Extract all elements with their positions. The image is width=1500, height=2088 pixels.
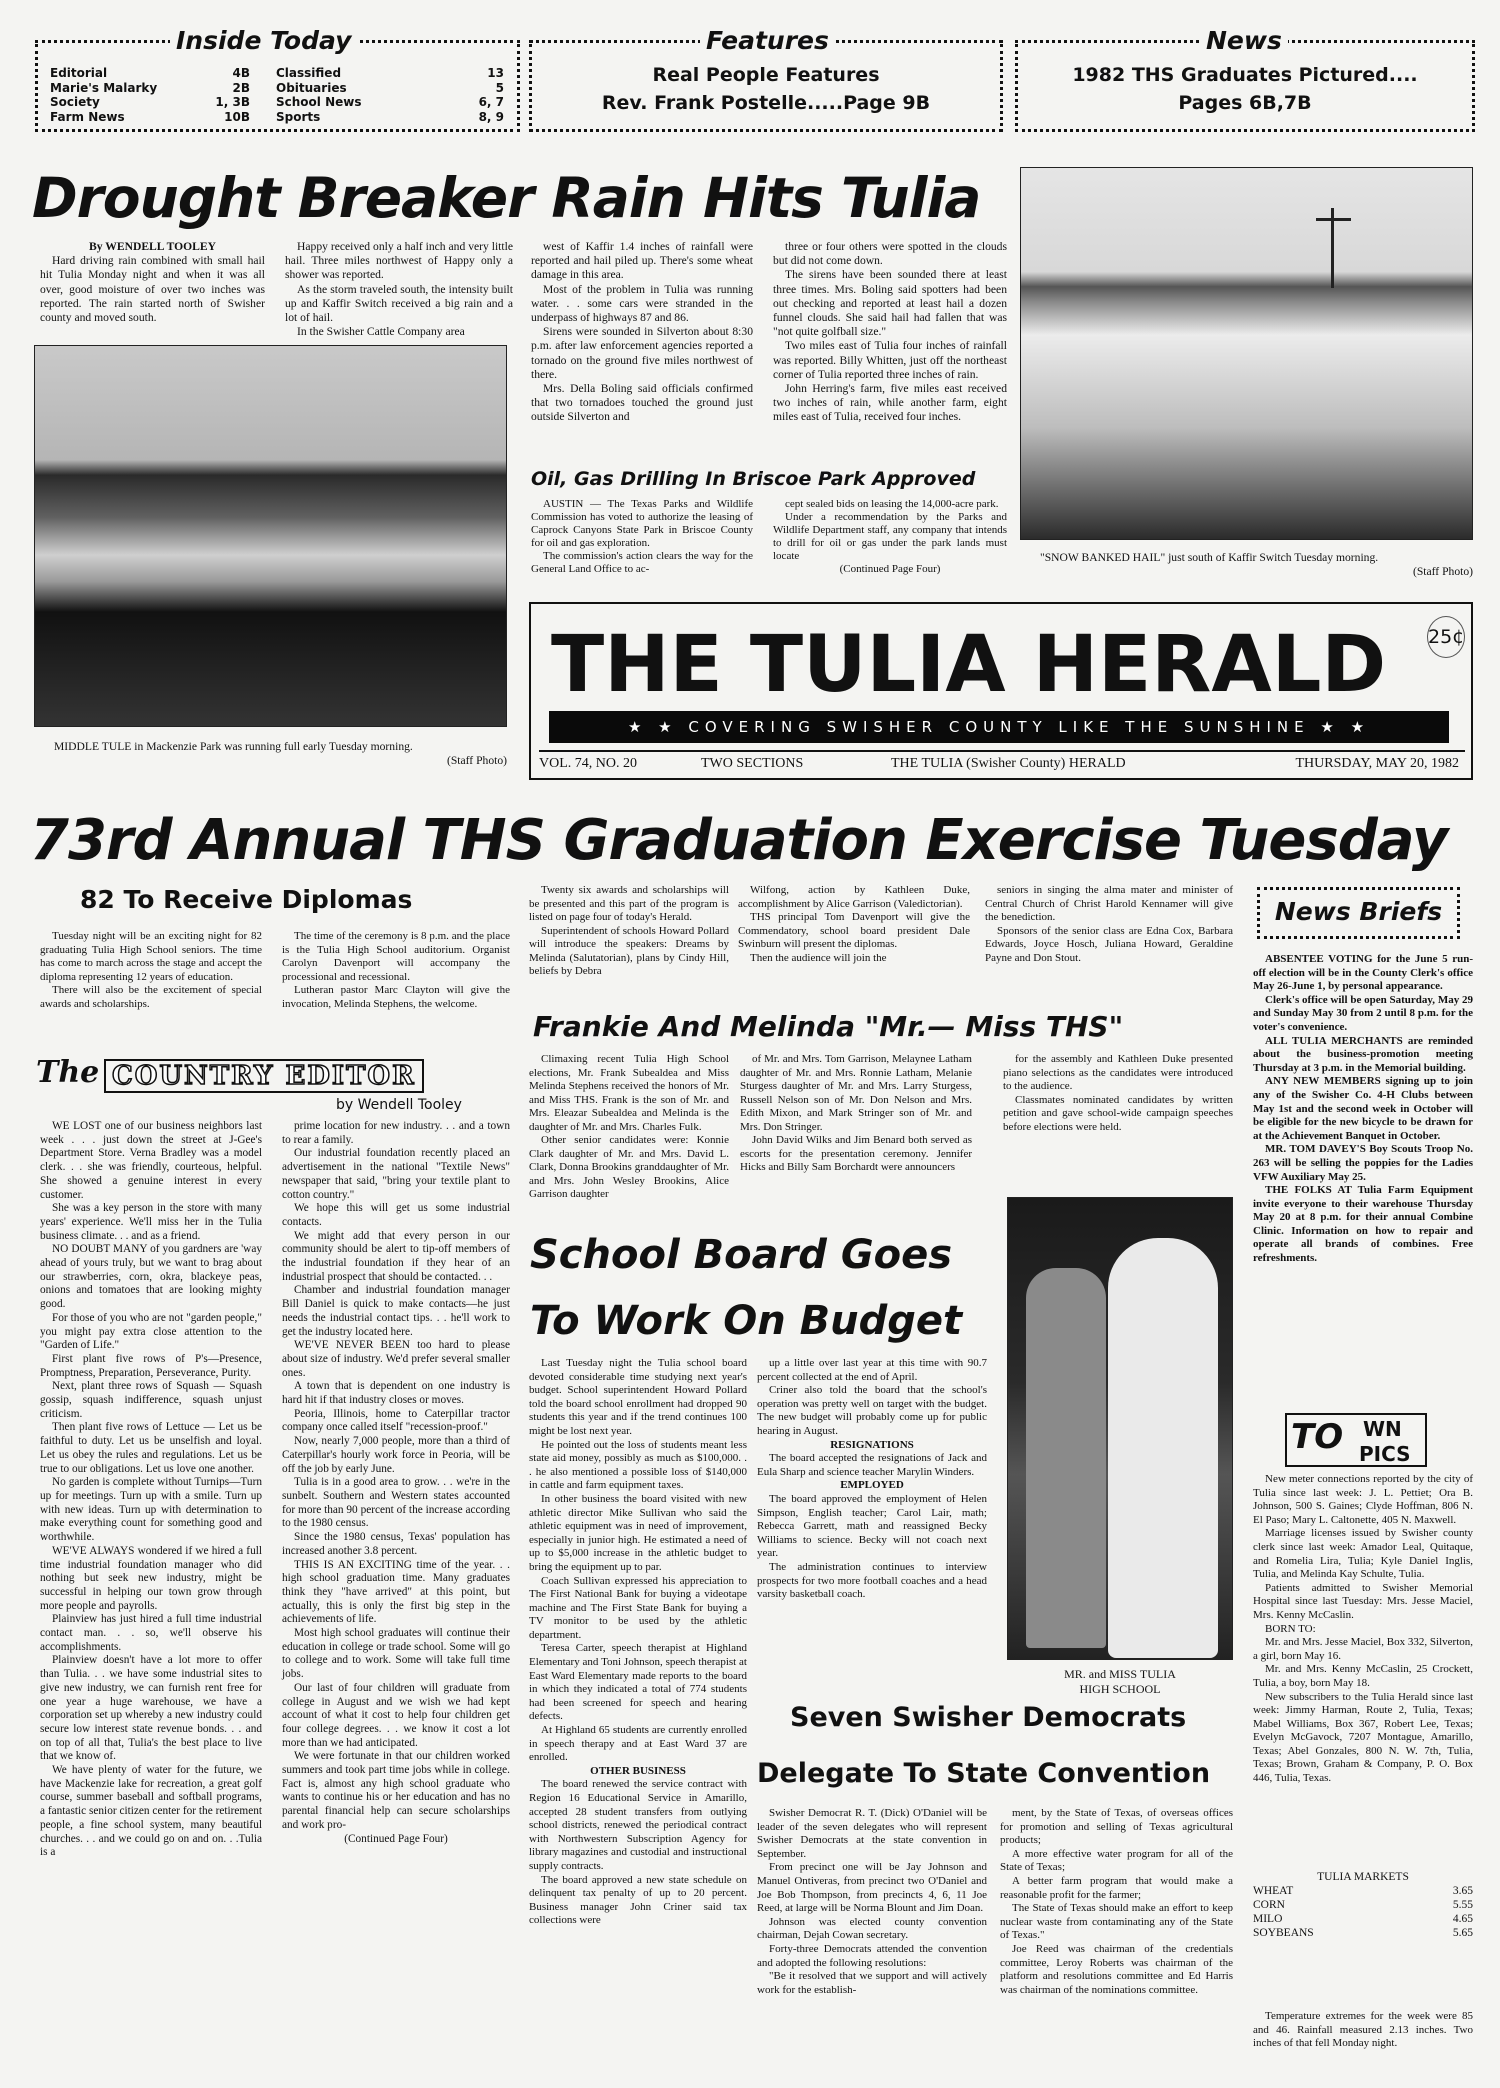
paragraph: The State of Texas should make an effort to keep nuclear waste from contaminating any of the State of Texas." — [1000, 1902, 1233, 1942]
paragraph: The commission's action clears the way for the General Land Office to ac- — [531, 550, 753, 575]
logo-the: The — [36, 1055, 100, 1090]
paragraph: Twenty six awards and scholarships will be presented and this part of the program is listed on page four of today's Herald. — [529, 884, 729, 923]
paragraph: ment, by the State of Texas, of overseas offices for promotion and selling of Texas agricultural products; — [1000, 1807, 1233, 1847]
graduation-subhead: 82 To Receive Diplomas — [80, 885, 413, 914]
country-editor-logo — [36, 1053, 506, 1115]
paragraph: In other business the board visited with new athletic director Mike Sullivan who said the athletic equipment was in need of improvement, especially in junior high. He estimated a need of up to $5,000 increase in the athletic budget to bring the equipment up to par. — [529, 1492, 747, 1573]
paragraph: ALL TULIA MERCHANTS are reminded about the business-promotion meeting Thursday at 3 p.m. in the Memorial building. — [1253, 1034, 1473, 1074]
frankie-col-3 — [1003, 1053, 1233, 1193]
continued-note: (Continued Page Four) — [839, 563, 941, 575]
frankie-col-2 — [740, 1053, 972, 1193]
paragraph: New subscribers to the Tulia Herald since last week: Jimmy Harman, Route 2, Tulia, Texas; Mabel Williams, Box 367, Robert Lee, Texas; Evelyn McGavock, 7207 Montague, Amarillo, Texas; Abel Gonzales, 800 N. W. 7th, Tulia, Texas; Brown, Graham & Company, P. O. Box 446, Tulia, Texas. — [1253, 1690, 1473, 1785]
caption-text: MIDDLE TULE in Mackenzie Park was running full early Tuesday morning. — [54, 740, 413, 753]
subheading: EMPLOYED — [840, 1479, 904, 1492]
paragraph: Then the audience will join the — [750, 951, 887, 964]
paragraph: The board approved the employment of Helen Simpson, English teacher; Carol Lair, math; Rebecca Garrett, math and reassigned Becky Williams to science. Becky will not coach next year. — [757, 1492, 987, 1560]
toc-item[interactable] — [50, 81, 250, 96]
toc-item[interactable] — [50, 66, 250, 81]
paragraph: Now, nearly 7,000 people, more than a third of Caterpillar's hourly work force in Peoria, will be off the job by early June. — [282, 1435, 510, 1475]
country-editor-col-2 — [282, 1120, 510, 2080]
democrats-col-1 — [757, 1807, 987, 2077]
paragraph: No garden is complete without Turnips—Turn up for meetings. Turn up with a smile. Turn up with new ideas. Turn up with determination to make everything count for something good and worthwhile. — [40, 1476, 262, 1544]
masthead — [529, 602, 1473, 780]
oil-headline: Oil, Gas Drilling In Briscoe Park Approved — [531, 468, 976, 490]
town-pics-logo — [1285, 1413, 1427, 1467]
market-row — [1253, 1898, 1473, 1912]
paragraph: BORN TO: — [1265, 1622, 1316, 1635]
logo-wn: WN — [1363, 1417, 1402, 1441]
toc-item[interactable] — [276, 66, 504, 81]
price-badge: 25¢ — [1427, 616, 1465, 658]
slogan-bar: ★ ★ COVERING SWISHER COUNTY LIKE THE SUNSHINE ★ ★ — [549, 711, 1449, 743]
paragraph: Coach Sullivan expressed his appreciation to The First National Bank for buying a videotape machine and The First State Bank for buying a TV monitor to be used by the athletic department. — [529, 1574, 747, 1641]
paragraph: At Highland 65 students are currently enrolled in speech therapy and at East Ward 37 are enrolled. — [529, 1724, 747, 1764]
paragraph: The board accepted the resignations of Jack and Eula Sharp and science teacher Marylin Winders. — [757, 1452, 987, 1478]
market-price: 5.65 — [1452, 1927, 1473, 1939]
school-board-headline-1: School Board Goes — [530, 1232, 953, 1278]
inside-today-title: Inside Today — [170, 26, 357, 55]
paragraph: John David Wilks and Jim Benard both served as escorts for the presentation ceremony. Jennifer Hicks and Billy Sam Borchardt were announcers — [740, 1134, 972, 1173]
market-row — [1253, 1884, 1473, 1898]
paragraph: west of Kaffir 1.4 inches of rainfall were reported and hail piled up. There's some wheat damage in this area. — [531, 240, 753, 282]
drought-col-3 — [531, 240, 753, 465]
country-editor-col-1 — [40, 1120, 262, 2080]
graduation-col-4 — [738, 884, 970, 1002]
paragraph: Wilfong, action by Kathleen Duke, accomplishment by Alice Garrison (Valedictorian). — [738, 884, 970, 910]
drought-col-1 — [40, 240, 265, 340]
paragraph: Since the 1980 census, Texas' population has increased another 3.8 percent. — [282, 1531, 510, 1557]
toc-item[interactable] — [276, 81, 504, 96]
news-briefs-title: News Briefs — [1274, 897, 1443, 926]
paragraph: three or four others were spotted in the clouds but did not come down. — [773, 240, 1007, 268]
paper-name: THE TULIA (Swisher County) HERALD — [891, 756, 1126, 771]
graduation-col-3 — [529, 884, 729, 1002]
paragraph: From precinct one will be Jay Johnson and Manuel Ontiveras, from precinct two O'Daniel and Joe Bob Thompson, from precincts 4, 6, 11 Joe Reed, at large will be Norma Blount and Jim Doan. — [757, 1861, 987, 1915]
toc-page: 8, 9 — [478, 109, 504, 124]
utility-pole-arm — [1316, 218, 1351, 221]
graduation-col-2 — [282, 930, 510, 1010]
masthead-title: THE TULIA HERALD — [551, 620, 1387, 710]
inside-today-box — [35, 44, 520, 132]
paragraph: A better farm program that would make a reasonable profit for the farmer; — [1000, 1874, 1233, 1901]
paragraph: Patients admitted to Swisher Memorial Hospital since last Tuesday: Mrs. Jesse Maciel, Mrs. Kenny McCaslin. — [1253, 1581, 1473, 1621]
paragraph: for the assembly and Kathleen Duke presented piano selections as the candidates were introduced to the audience. — [1003, 1053, 1233, 1092]
paragraph: In the Swisher Cattle Company area — [297, 325, 465, 339]
frankie-col-1 — [529, 1053, 729, 1200]
paragraph: NO DOUBT MANY of you gardners are 'way ahead of yours truly, but we want to brag about our strawberries, corn, okra, blackeye peas, onions and tomatoes that are looking mighty good. — [40, 1243, 262, 1311]
paragraph: Tuesday night will be an exciting night for 82 graduating Tulia High School seniors. The time has come to march across the stage and accept the diploma representing 12 years of education. — [40, 930, 262, 983]
paragraph: WE LOST one of our business neighbors last week . . . just down the street at J-Gee's Department Store. Verna Bradley was a model clerk. . . she was friendly, courteous, helpful. She showed a genuine interest in every customer. — [40, 1120, 262, 1201]
paragraph: A town that is dependent on one industry is hard hit if that industry closes or moves. — [282, 1380, 510, 1407]
subheading: By WENDELL TOOLEY — [89, 240, 216, 253]
caption-line-2: HIGH SCHOOL — [1079, 1682, 1161, 1696]
drought-col-4 — [773, 240, 1007, 465]
graduation-headline: 73rd Annual THS Graduation Exercise Tuesday — [30, 808, 1448, 873]
photo-figure-woman — [1108, 1238, 1218, 1658]
democrats-col-2 — [1000, 1807, 1233, 2077]
school-board-col-2 — [757, 1357, 987, 1687]
photo-figure-man — [1026, 1268, 1106, 1648]
features-title: Features — [700, 26, 835, 55]
paragraph: As the storm traveled south, the intensity built up and Kaffir Switch received a big rain and a lot of hail. — [285, 282, 513, 325]
paragraph: Under a recommendation by the Parks and Wildlife Department staff, any company that intends to drill for oil or gas under the park lands must locate — [773, 511, 1007, 562]
paragraph: Mr. and Mrs. Jesse Maciel, Box 332, Silverton, a girl, born May 16. — [1253, 1636, 1473, 1662]
paragraph: A more effective water program for all of the State of Texas; — [1000, 1847, 1233, 1874]
paragraph: Tulia is in a good area to grow. . . we're in the sunbelt. Southern and Western states accounted for more than 90 percent of the increase according to the 1980 census. — [282, 1476, 510, 1530]
market-price: 4.65 — [1452, 1913, 1473, 1925]
paragraph: Mrs. Della Boling said officials confirmed that two tornadoes touched the ground just outside Silverton and — [531, 382, 753, 424]
toc-label: Classified — [276, 66, 342, 80]
continued-note: (Continued Page Four) — [344, 1832, 448, 1845]
paragraph: The board renewed the service contract with Region 16 Educational Service in Amarillo, accepted 28 student transfers from outlying school districts, renewed the periodical contract with Northwestern Subscription Agency for library magazines and custodial and instructional supply contracts. — [529, 1778, 747, 1872]
paragraph: The sirens have been sounded there at least three times. Mrs. Boling said spotters had been out checking and reported at least hail a dozen funnel clouds. She said hail had fallen that was "not quite golfball size." — [773, 268, 1007, 339]
paragraph: Our last of four children will graduate from college in August and we wish we had kept account of what it cost to help four children get four college degrees. . . we know it cost a lot more than we had anticipated. — [282, 1681, 510, 1749]
paragraph: New meter connections reported by the city of Tulia since last week: J. L. Pettiet; Ora B. Johnson, 500 S. Gaines; Clyde Hoffman, 806 N. El Paso; Mary L. Caltonette, 405 N. Maxwell. — [1253, 1473, 1473, 1526]
paragraph: cept sealed bids on leasing the 14,000-acre park. — [785, 498, 999, 510]
news-briefs-box — [1257, 887, 1460, 939]
paragraph: Classmates nominated candidates by written petition and gave school-wide campaign speeches before elections were held. — [1003, 1093, 1233, 1133]
paragraph: We were fortunate in that our children worked summers and took part time jobs while in college. Fact is, almost any high school graduate who wants to continue his or her education and has no parental financial help can secure scholarships and work pro- — [282, 1750, 510, 1831]
paragraph: AUSTIN — The Texas Parks and Wildlife Commission has voted to authorize the leasing of Caprock Canyons State Park in Briscoe County for oil and gas exploration. — [531, 498, 753, 549]
photo-credit: (Staff Photo) — [446, 754, 507, 768]
logo-pics: PICS — [1359, 1442, 1411, 1466]
town-pics-text — [1253, 1473, 1473, 1863]
news-line-2[interactable]: Pages 6B,7B — [1178, 92, 1312, 114]
weather-paragraph: Temperature extremes for the week were 85 and 46. Rainfall measured 2.13 inches. Two inches of that fell Monday night. — [1253, 2010, 1473, 2050]
paragraph: WE'VE ALWAYS wondered if we hired a full time industrial foundation manager who did nothing but seek new industry, might be successful in helping our town grow through more people and payrolls. — [40, 1544, 262, 1612]
weather-text — [1253, 2010, 1473, 2070]
photo-credit: (Staff Photo) — [1412, 565, 1473, 579]
subheading: RESIGNATIONS — [830, 1438, 914, 1451]
paragraph: Forty-three Democrats attended the convention and adopted the following resolutions: — [757, 1942, 987, 1969]
news-box — [1015, 44, 1475, 132]
logo-country-editor: COUNTRY EDITOR — [104, 1059, 424, 1093]
sections: TWO SECTIONS — [701, 756, 804, 771]
paragraph: Sirens were sounded in Silverton about 8:30 p.m. after law enforcement agencies reported a tornado on the ground five miles northwest of there. — [531, 325, 753, 381]
paragraph: Chamber and industrial foundation manager Bill Daniel is quick to make contacts—he just needs the industrial contact tips. . . he'll work to get the industry located here. — [282, 1284, 510, 1338]
features-line-2[interactable]: Rev. Frank Postelle.....Page 9B — [601, 92, 931, 114]
paragraph: THIS IS AN EXCITING time of the year. . . high school graduation time. Many graduates think they "have arrived" at this point, but actually, this is only the first big step in the achievements of life. — [282, 1558, 510, 1626]
creek-photo — [34, 345, 507, 727]
paragraph: Lutheran pastor Marc Clayton will give the invocation, Melinda Stephens, the welcome. — [282, 984, 510, 1010]
paragraph: Swisher Democrat R. T. (Dick) O'Daniel will be leader of the seven delegates who will represent Swisher Democrats at the state convention in September. — [757, 1807, 987, 1860]
issue-date: THURSDAY, MAY 20, 1982 — [1295, 756, 1459, 771]
democrats-headline-2: Delegate To State Convention — [757, 1758, 1211, 1789]
features-line-1[interactable]: Real People Features — [652, 64, 880, 86]
graduation-col-5 — [985, 884, 1233, 1002]
caption-text: "SNOW BANKED HAIL" just south of Kaffir Switch Tuesday morning. — [1040, 551, 1379, 564]
paragraph: "Be it resolved that we support and will actively work for the establish- — [757, 1970, 987, 1996]
democrats-headline-1: Seven Swisher Democrats — [790, 1702, 1187, 1733]
caption-line-1: MR. and MISS TULIA — [1064, 1667, 1176, 1681]
features-box — [529, 44, 1003, 132]
paragraph: Mr. and Mrs. Kenny McCaslin, 25 Crockett, Tulia, a boy, born May 18. — [1253, 1663, 1473, 1689]
paragraph: The board approved a new state schedule on delinquent tax penalty of up to 20 percent. Business manager John Criner said tax collections were — [529, 1873, 747, 1927]
toc-item[interactable] — [50, 110, 250, 125]
graduation-col-1 — [40, 930, 262, 1010]
photo-caption — [1007, 1667, 1233, 1697]
paragraph: Two miles east of Tulia four inches of rainfall was reported. Billy Whitten, just off the northeast corner of Tulia reported three inches of rain. — [773, 339, 1007, 381]
paragraph: Plainview has just hired a full time industrial contact man. . . so, we'll observe his accomplishments. — [40, 1613, 262, 1653]
toc-item[interactable] — [276, 95, 504, 110]
paragraph: Criner also told the board that the school's operation was pretty well on target with the budget. The new budget will probably come up for public hearing in August. — [757, 1384, 987, 1437]
paragraph: First plant five rows of P's—Presence, Promptness, Preparation, Perseverance, Purity. — [40, 1352, 262, 1379]
market-name: WHEAT — [1253, 1885, 1294, 1897]
paragraph: MR. TOM DAVEY'S Boy Scouts Troop No. 263 will be selling the poppies for the Ladies VFW Auxiliary May 25. — [1253, 1143, 1473, 1183]
toc-page: 1, 3B — [215, 95, 250, 109]
paragraph: Then plant five rows of Lettuce — Let us be faithful to duty. Let us be unselfish and loyal. Let us obey the rules and regulations. Let us be true to our obligations. Let us love one another. — [40, 1421, 262, 1475]
toc-page: 6, 7 — [478, 95, 504, 109]
news-briefs-text — [1253, 953, 1473, 1393]
school-board-headline-2: To Work On Budget — [530, 1298, 963, 1344]
byline: by Wendell Tooley — [336, 1097, 462, 1113]
oil-col-2 — [773, 498, 1007, 593]
paragraph: Climaxing recent Tulia High School elections, Mr. Frank Subealdea and Miss Melinda Stephens received the honors of Mr. and Miss THS. Frank is the son of Mr. and Mrs. Eleazar Subealdea and Melinda is the daughter of Mr. and Mrs. Charles Fulk. — [529, 1053, 729, 1133]
paragraph: Last Tuesday night the Tulia school board devoted considerable time studying next year's budget. School superintendent Howard Pollard told the board school enrollment had dropped 90 students this year and if the trend continues 100 might be lost next year. — [529, 1357, 747, 1437]
subheading: OTHER BUSINESS — [590, 1764, 686, 1777]
right-photo-caption — [1020, 551, 1473, 579]
toc-page: 4B — [232, 66, 250, 80]
paragraph: Peoria, Illinois, home to Caterpillar tractor company once called itself "recession-proof." — [282, 1407, 510, 1434]
logo-to: TO — [1291, 1417, 1344, 1457]
paragraph: of Mr. and Mrs. Tom Garrison, Melaynee Latham daughter of Mr. and Mrs. Ronnie Latham, Melanie Sturgess daughter of Mr. and Mrs. Larry Sturgess, Russell Nelson son of Mr. Don Nelson and Mrs. Edith Mixon, and Mark Stringer son of Mr. and Mrs. Don Stringer. — [740, 1053, 972, 1133]
market-row — [1253, 1926, 1473, 1940]
paragraph: prime location for new industry. . . and a town to rear a family. — [282, 1120, 510, 1146]
hail-photo — [1020, 167, 1473, 540]
market-name: CORN — [1253, 1899, 1285, 1911]
paragraph: seniors in singing the alma mater and minister of Central Church of Christ Harold Kennamer will give the benediction. — [985, 884, 1233, 923]
market-price: 5.55 — [1452, 1899, 1473, 1911]
paragraph: Joe Reed was chairman of the credentials committee, Leroy Roberts was chairman of the platform and resolutions committee and Ed Harris was chairman of the nominations committee. — [1000, 1942, 1233, 1996]
paragraph: Teresa Carter, speech therapist at Highland Elementary and Toni Johnson, speech therapist at East Ward Elementary made reports to the board in which they indicated a total of 774 students had been screened for speech and hearing defects. — [529, 1642, 747, 1723]
paragraph: John Herring's farm, five miles east received two inches of rain, while another farm, eight miles east of Tulia, received four inches. — [773, 382, 1007, 424]
paragraph: Sponsors of the senior class are Edna Cox, Barbara Edwards, Joyce Hosch, Juliana Howard, Geraldine Payne and Don Stout. — [985, 924, 1233, 964]
news-title: News — [1200, 26, 1288, 55]
frankie-headline: Frankie And Melinda "Mr.— Miss THS" — [533, 1010, 1124, 1043]
paragraph: Hard driving rain combined with small hail hit Tulia Monday night and when it was all over, good moisture of over two inches was reported. The rain started north of Swisher county and moved south. — [40, 254, 265, 325]
markets-title: TULIA MARKETS — [1317, 1871, 1409, 1883]
toc-label: Farm News — [50, 109, 125, 124]
masthead-rule — [539, 750, 1465, 752]
paragraph: She was a key person in the store with many years' experience. We'll miss her in the Tulia business climate. . . and as a friend. — [40, 1202, 262, 1242]
paragraph: THE FOLKS AT Tulia Farm Equipment invite everyone to their warehouse Thursday May 20 at 8 p.m. for their annual Combine Clinic. Information on how to repair and operate all brands of combines. Free refreshments. — [1253, 1184, 1473, 1265]
paragraph: We hope this will get us some industrial contacts. — [282, 1202, 510, 1228]
paragraph: Next, plant three rows of Squash — Squash gossip, squash indifference, squash unjust criticism. — [40, 1380, 262, 1420]
paragraph: Most of the problem in Tulia was running water. . . some cars were stranded in the underpass of highways 87 and 86. — [531, 282, 753, 325]
mr-miss-tulia-photo — [1007, 1197, 1233, 1660]
paragraph: ABSENTEE VOTING for the June 5 run-off election will be in the County Clerk's office May 26-June 1, by personal appearance. — [1253, 953, 1473, 993]
paragraph: There will also be the excitement of special awards and scholarships. — [40, 984, 262, 1010]
toc-item[interactable] — [50, 95, 250, 110]
paragraph: Our industrial foundation recently placed an advertisement in the national "Textile News" newspaper that said, "bring your textile plant to cotton country." — [282, 1147, 510, 1201]
toc-label: School News — [276, 95, 362, 109]
toc-label: Marie's Malarky — [50, 80, 158, 95]
left-photo-caption — [34, 740, 507, 768]
paragraph: Plainview doesn't have a lot more to offer than Tulia. . . we have some industrial sites to give new industry, we can furnish rent free for one year a huge warehouse, we have a corporation set up whereby a new industry could secure low interest state revenue bonds. . . and on top of all that, Tulia's the best place to live that we know of. — [40, 1654, 262, 1763]
paragraph: ANY NEW MEMBERS signing up to join any of the Swisher Co. 4-H Clubs between May 1st and the second week in October will be eligible for the new bicycle to be drawn for at the Achievement Banquet in October. — [1253, 1075, 1473, 1142]
paragraph: THS principal Tom Davenport will give the Commendatory, school board president Dale Swinburn will present the diplomas. — [738, 911, 970, 950]
toc-label: Sports — [276, 109, 321, 124]
market-name: MILO — [1253, 1913, 1283, 1925]
paragraph: WE'VE NEVER BEEN too hard to please about size of industry. We'd prefer several smaller ones. — [282, 1339, 510, 1379]
paragraph: For those of you who are not "garden people," you might pay extra close attention to the "Garden of Life." — [40, 1311, 262, 1352]
markets-table — [1253, 1870, 1473, 1940]
drought-col-2 — [285, 240, 513, 340]
paragraph: Superintendent of schools Howard Pollard will introduce the speakers: Dreams by Melinda (Salutatorian), plans by Cindy Hill, beliefs by Debra — [529, 924, 729, 977]
paragraph: The administration continues to interview prospects for two more football coaches and a head varsity basketball coach. — [757, 1560, 987, 1601]
market-name: SOYBEANS — [1253, 1927, 1314, 1939]
drought-headline: Drought Breaker Rain Hits Tulia — [32, 166, 981, 230]
toc-page: 2B — [232, 80, 250, 95]
toc-label: Obituaries — [276, 80, 347, 95]
paragraph: Clerk's office will be open Saturday, May 29 and Sunday May 30 from 2 until 8 p.m. for the voter's convenience. — [1253, 993, 1473, 1033]
paragraph: The time of the ceremony is 8 p.m. and the place is the Tulia High School auditorium. Organist Carolyn Davenport will accompany the processional and recessional. — [282, 930, 510, 983]
paragraph: Most high school graduates will continue their education in college or trade school. Some will go to college and to work. Some will take full time jobs. — [282, 1627, 510, 1681]
market-row — [1253, 1912, 1473, 1926]
oil-col-1 — [531, 498, 753, 593]
paragraph: Happy received only a half inch and very little hail. Three miles northwest of Happy only a shower was reported. — [285, 240, 513, 282]
market-price: 3.65 — [1452, 1885, 1473, 1897]
paragraph: Other senior candidates were: Konnie Clark daughter of Mr. and Mrs. David L. Clark, Donna Brookins granddaughter of Mr. and Mrs. John Wesley Brookins, Alice Garrison daughter — [529, 1134, 729, 1200]
toc-label: Editorial — [50, 66, 108, 80]
toc-page: 10B — [224, 109, 250, 124]
toc-page: 13 — [487, 66, 504, 80]
paragraph: We might add that every person in our community should be alert to tip-off members of the industrial foundation if they hear of an industrial prospect that should be contacted. . . — [282, 1229, 510, 1283]
news-line-1[interactable]: 1982 THS Graduates Pictured.... — [1072, 64, 1418, 86]
toc-item[interactable] — [276, 110, 504, 125]
paragraph: Johnson was elected county convention chairman, Dejah Cowan secretary. — [757, 1915, 987, 1942]
school-board-col-1 — [529, 1357, 747, 2077]
paragraph: Marriage licenses issued by Swisher county clerk since last week: Amador Leal, Quitaque, and Romelia Lira, Tulia; Kyle Daniel Inglis, Tulia, and Melinda Kay Schulte, Tulia. — [1253, 1527, 1473, 1581]
paragraph: up a little over last year at this time with 90.7 percent collected at the end of April. — [757, 1357, 987, 1383]
volume: VOL. 74, NO. 20 — [539, 756, 637, 771]
toc-label: Society — [50, 95, 100, 109]
paragraph: He pointed out the loss of students meant less state aid money, possibly as much as $100,000. . . he also mentioned a possible loss of $140,000 in cattle and farm equipment taxes. — [529, 1438, 747, 1492]
paragraph: We have plenty of water for the future, we have Mackenzie lake for recreation, a great golf course, summer baseball and softball programs, a fantastic senior citizen center for the retirement people, a fine school system, many beautiful churches. . . and we could go on and on. . .Tulia is a — [40, 1764, 262, 1859]
toc-page: 5 — [495, 80, 504, 95]
